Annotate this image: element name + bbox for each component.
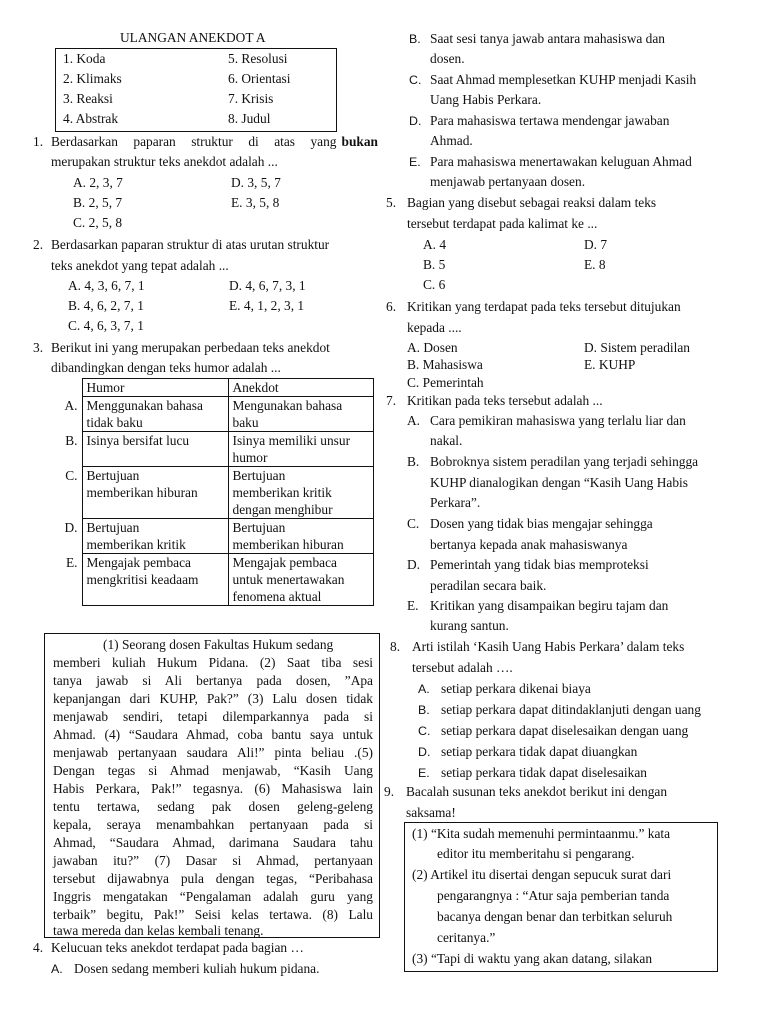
q4-option-b-line1: Saat sesi tanya jawab antara mahasiswa dan: [430, 31, 665, 46]
q6-option-a: A. Dosen: [407, 340, 458, 355]
q3-text-line1: Berikut ini yang merupakan perbedaan teks anekdot: [51, 340, 330, 355]
structure-item: 7. Krisis: [228, 91, 274, 106]
q8-option-b: setiap perkara dapat ditindaklanjuti dengan uang: [441, 702, 701, 717]
q7-option-c-letter: C.: [407, 516, 420, 531]
cell-line: memberikan hiburan: [86, 485, 198, 500]
q8-option-e-letter: E.: [418, 766, 430, 780]
q4-option-c-line2: Uang Habis Perkara.: [430, 92, 542, 107]
story-line: Ahmad. (4) “Saudara Ahmad, coba bantu saya untuk: [53, 727, 373, 742]
story-line: tentu tertawa, sedang pak dosen geleng-geleng: [53, 799, 373, 814]
cell-line: Mengunakan bahasa: [232, 398, 343, 413]
cell-line: Bertujuan: [232, 468, 286, 483]
q7-option-e-line1: Kritikan yang disampaikan begiru tajam dan: [430, 598, 669, 613]
structure-item: 6. Orientasi: [228, 71, 291, 86]
cell-line: fenomena aktual: [232, 589, 322, 604]
q1-option-d: D. 3, 5, 7: [231, 175, 281, 190]
cell-line: Mengajak pembaca: [86, 555, 191, 570]
sequence-line: bacanya dengan benar dan terbitkan seluruh: [437, 909, 673, 924]
anecdote-sequence-box: [404, 822, 718, 972]
q7-option-d-line2: peradilan secara baik.: [430, 578, 547, 593]
q2-text-line2: teks anekdot yang tepat adalah ...: [51, 258, 229, 273]
row-label: D.: [64, 519, 78, 535]
q5-option-a: A. 4: [423, 237, 447, 252]
q7-option-b-line3: Perkara”.: [430, 495, 481, 510]
q2-option-b: B. 4, 6, 2, 7, 1: [68, 298, 144, 313]
q8-option-d-letter: D.: [418, 745, 431, 759]
q1-option-e: E. 3, 5, 8: [231, 195, 280, 210]
q8-option-e: setiap perkara tidak dapat diselesaikan: [441, 765, 647, 780]
q3-number: 3.: [33, 340, 44, 355]
table-row: [54, 554, 373, 606]
sequence-line: pengarangnya : “Atur saja pemberian tanda: [437, 888, 670, 903]
q2-option-c: C. 4, 6, 3, 7, 1: [68, 318, 144, 333]
story-line: Habis Perkara, Pak!” tegasnya. (6) Mahasiswa lain: [53, 781, 373, 796]
table-header-humor: Humor: [82, 379, 228, 397]
q4-number: 4.: [33, 940, 44, 955]
sequence-line: (2) Artikel itu disertai dengan sepucuk surat dari: [412, 867, 672, 882]
row-label: B.: [65, 432, 78, 448]
cell-line: Menggunakan bahasa: [86, 398, 203, 413]
cell-line: humor: [232, 450, 268, 465]
story-line: menjawab sendiri, tetapi dilemparkannya pada si: [53, 709, 373, 724]
q4-option-c-letter: C.: [409, 73, 422, 87]
sequence-line: editor itu memberitahu si pengarang.: [437, 846, 635, 861]
story-line: Dengan tegas si Ahmad menjawab, “Kasih Uang: [53, 763, 373, 778]
q4-option-e-line2: menjawab pertanyaan dosen.: [430, 174, 586, 189]
story-line: tersebut dijawabnya pula dengan tegas, “Peribahasa: [53, 871, 373, 886]
q6-option-c: C. Pemerintah: [407, 375, 484, 390]
cell-line: Isinya memiliki unsur: [232, 433, 351, 448]
cell-line: Bertujuan: [86, 520, 140, 535]
q2-number: 2.: [33, 237, 44, 252]
cell-line: baku: [232, 415, 259, 430]
q8-text-line1: Arti istilah ‘Kasih Uang Habis Perkara’ dalam teks: [412, 639, 685, 654]
q7-text: Kritikan pada teks tersebut adalah ...: [407, 393, 603, 408]
q4-option-a: Dosen sedang memberi kuliah hukum pidana.: [74, 961, 320, 976]
q5-number: 5.: [386, 195, 397, 210]
q4-option-e-letter: E.: [409, 155, 421, 169]
q9-number: 9.: [384, 784, 395, 799]
q7-option-c-line2: bertanya kepada anak mahasiswanya: [430, 537, 628, 552]
q4-text: Kelucuan teks anekdot terdapat pada bagian …: [51, 940, 304, 955]
q2-option-a: A. 4, 3, 6, 7, 1: [68, 278, 145, 293]
q5-option-d: D. 7: [584, 237, 608, 252]
row-label: A.: [64, 397, 78, 413]
q1-text-pre: Berdasarkan paparan struktur di atas yang: [51, 134, 337, 149]
sequence-line: ceritanya.”: [437, 930, 496, 945]
q7-number: 7.: [386, 393, 397, 408]
table-row: [54, 519, 373, 554]
cell-line: Bertujuan: [232, 520, 286, 535]
q7-option-d-line1: Pemerintah yang tidak bias memproteksi: [430, 557, 649, 572]
q6-option-b: B. Mahasiswa: [407, 357, 483, 372]
table-row: [54, 467, 373, 519]
story-line: Inggris mengatakan “Pengalaman adalah guru yang: [53, 889, 373, 904]
q2-option-e: E. 4, 1, 2, 3, 1: [229, 298, 305, 313]
q8-option-c: setiap perkara dapat diselesaikan dengan uang: [441, 723, 689, 738]
q4-option-b-letter: B.: [409, 32, 421, 46]
q4-option-b-line2: dosen.: [430, 51, 465, 66]
anecdote-story-box: [44, 633, 380, 938]
q8-option-c-letter: C.: [418, 724, 431, 738]
q7-option-a-letter: A.: [407, 413, 421, 428]
story-line: (1) Seorang dosen Fakultas Hukum sedang: [103, 637, 334, 652]
q1-bold-word: bukan: [341, 134, 378, 149]
table-row: [54, 432, 373, 467]
cell-line: untuk menertawakan: [232, 572, 345, 587]
q5-text-line1: Bagian yang disebut sebagai reaksi dalam teks: [407, 195, 657, 210]
q7-option-e-letter: E.: [407, 598, 419, 613]
q7-option-a-line1: Cara pemikiran mahasiswa yang terlalu liar dan: [430, 413, 686, 428]
structure-item: 4. Abstrak: [63, 111, 119, 126]
story-line: menjawab pertanyaan saudara Ali!” pinta beliau .(5): [53, 745, 373, 760]
story-line: kepala, seraya menambahkan pertanyaan pada si: [53, 817, 373, 832]
structure-item: 3. Reaksi: [63, 91, 113, 106]
q1-option-b: B. 2, 5, 7: [73, 195, 123, 210]
q6-number: 6.: [386, 299, 397, 314]
q2-option-d: D. 4, 6, 7, 3, 1: [229, 278, 306, 293]
story-line: kepanjangan dari KUHP, Pak?” (3) Lalu dosen tidak: [53, 691, 373, 706]
structure-item: 5. Resolusi: [228, 51, 288, 66]
q8-text-line2: tersebut adalah ….: [412, 660, 513, 675]
q8-option-a-letter: A.: [418, 682, 430, 696]
story-line: jawaban itu?” (7) Dasar si Ahmad, pertanyaan: [53, 853, 373, 868]
q3-text-line2: dibandingkan dengan teks humor adalah ...: [51, 360, 281, 375]
cell-line: memberikan kritik: [86, 537, 186, 552]
structure-item: 1. Koda: [63, 51, 106, 66]
q4-option-d-line1: Para mahasiswa tertawa mendengar jawaban: [430, 113, 670, 128]
q5-text-line2: tersebut terdapat pada kalimat ke ...: [407, 216, 598, 231]
cell-line: Bertujuan: [86, 468, 140, 483]
sequence-line: (1) “Kita sudah memenuhi permintaanmu.” kata: [412, 826, 671, 841]
cell-line: Mengajak pembaca: [232, 555, 337, 570]
story-line: terbaik” begitu, Pak!” Seisi kelas tertawa. (8) Lalu: [53, 907, 373, 922]
q4-option-d-letter: D.: [409, 114, 422, 128]
q2-text-line1: Berdasarkan paparan struktur di atas urutan struktur: [51, 237, 330, 252]
story-line: tanya jawab si Ali bertanya pada dosen, ”Apa: [53, 673, 373, 688]
q5-option-e: E. 8: [584, 257, 606, 272]
q8-option-b-letter: B.: [418, 703, 430, 717]
cell-line: memberikan kritik: [232, 485, 332, 500]
q7-option-b-letter: B.: [407, 454, 420, 469]
q7-option-d-letter: D.: [407, 557, 421, 572]
q4-option-c-line1: Saat Ahmad memplesetkan KUHP menjadi Kasih: [430, 72, 697, 87]
q8-number: 8.: [390, 639, 401, 654]
q5-option-c: C. 6: [423, 277, 446, 292]
cell-line: memberikan hiburan: [232, 537, 344, 552]
q6-option-d: D. Sistem peradilan: [584, 340, 690, 355]
table-header-row: [54, 379, 373, 397]
q5-option-b: B. 5: [423, 257, 446, 272]
q7-option-b-line2: KUHP dianalogikan dengan “Kasih Uang Habis: [430, 475, 688, 490]
q6-option-e: E. KUHP: [584, 357, 636, 372]
cell-line: mengkritisi keadaam: [86, 572, 199, 587]
row-label: C.: [65, 467, 78, 483]
q9-text-line1: Bacalah susunan teks anekdot berikut ini dengan: [406, 784, 668, 799]
q6-text-line1: Kritikan yang terdapat pada teks tersebut ditujukan: [407, 299, 681, 314]
q1-number: 1.: [33, 134, 44, 149]
table-header-anekdot: Anekdot: [228, 379, 373, 397]
table-row: [54, 397, 373, 432]
structure-item: 8. Judul: [228, 111, 271, 126]
structure-list-box: [55, 48, 337, 132]
q1-option-c: C. 2, 5, 8: [73, 215, 123, 230]
q4-option-e-line1: Para mahasiswa menertawakan keluguan Ahmad: [430, 154, 692, 169]
q7-option-a-line2: nakal.: [430, 433, 463, 448]
row-label: E.: [65, 554, 78, 570]
q4-option-a-letter: A.: [51, 962, 63, 976]
story-line: memberi kuliah Hukum Pidana. (2) Saat tiba sesi: [53, 655, 373, 670]
page-title: ULANGAN ANEKDOT A: [120, 30, 266, 45]
q7-option-c-line1: Dosen yang tidak bias mengajar sehingga: [430, 516, 653, 531]
story-line: tawa mereda dan kelas kembali tenang.: [53, 923, 264, 938]
q6-text-line2: kepada ....: [407, 320, 462, 335]
cell-line: tidak baku: [86, 415, 143, 430]
story-line: Ahmad, “Saudara Ahmad, darimana Saudara tahu: [53, 835, 373, 850]
q7-option-b-line1: Bobroknya sistem peradilan yang terjadi sehingga: [430, 454, 699, 469]
q4-option-d-line2: Ahmad.: [430, 133, 473, 148]
comparison-table: [54, 378, 374, 606]
q1-option-a: A. 2, 3, 7: [73, 175, 123, 190]
q7-option-e-line2: kurang santun.: [430, 618, 509, 633]
sequence-line: (3) “Tapi di waktu yang akan datang, silakan: [412, 951, 653, 966]
q8-option-a: setiap perkara dikenai biaya: [441, 681, 591, 696]
q1-text-line1: [51, 133, 378, 151]
q9-text-line2: saksama!: [406, 805, 456, 820]
q1-text-line2: merupakan struktur teks anekdot adalah ...: [51, 154, 278, 169]
cell-line: Isinya bersifat lucu: [86, 433, 190, 448]
cell-line: dengan menghibur: [232, 502, 333, 517]
structure-item: 2. Klimaks: [63, 71, 122, 86]
q8-option-d: setiap perkara tidak dapat diuangkan: [441, 744, 638, 759]
